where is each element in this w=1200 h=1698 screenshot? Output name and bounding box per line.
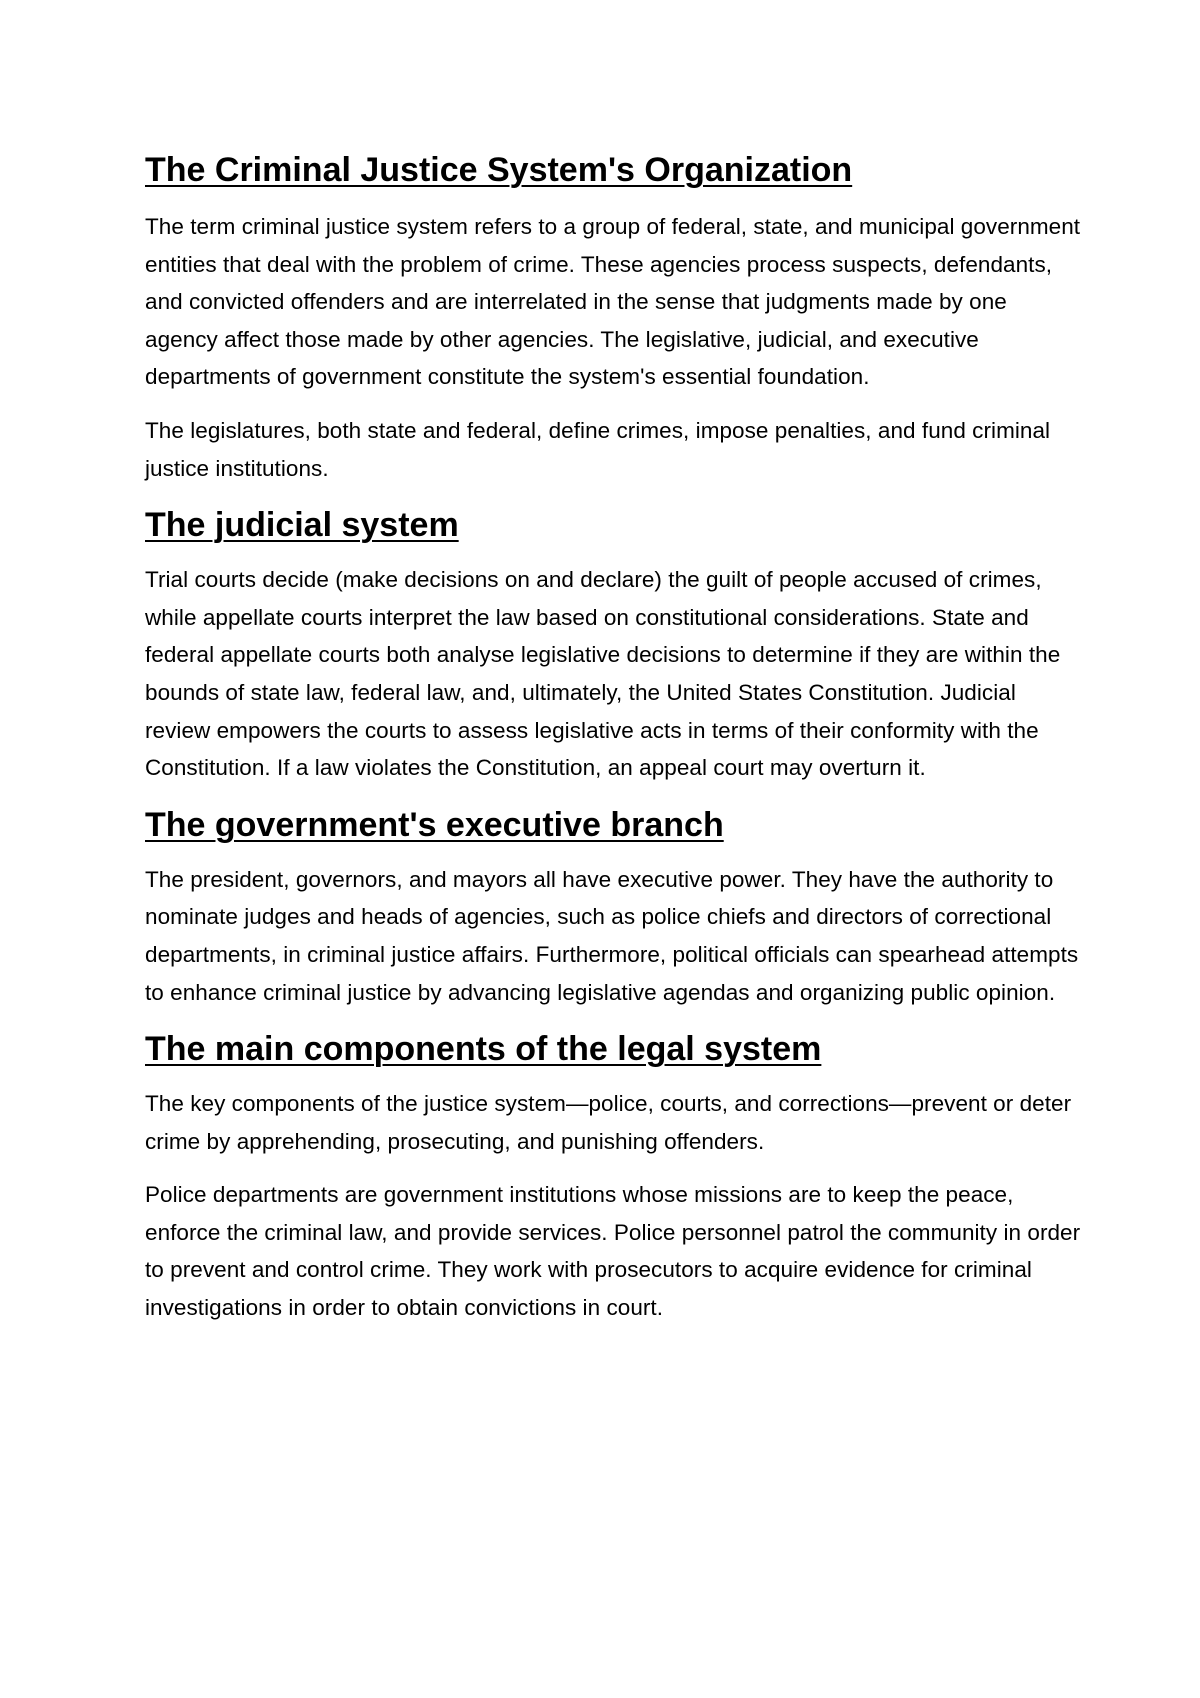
section-heading-judicial: The judicial system [145,506,459,545]
judicial-paragraph: Trial courts decide (make decisions on and declare) the guilt of people accused of crimes, while appellate courts interpret the law based on constitutional considerations. State and federal appellate courts both analyse legislative decisions to determine if they are within the bounds of state law, federal law, and, ultimately, the United States Constitution. Judicial review empowers the courts to assess legislative acts in terms of their conformity with the Constitution. If a law violates the Constitution, an appeal court may overturn it. [145,567,1061,781]
executive-paragraph: The president, governors, and mayors all have executive power. They have the authority to nominate judges and heads of agencies, such as police chiefs and directors of correctional departments, in criminal justice affairs. Furthermore, political officials can spearhead attempts to enhance criminal justice by advancing legislative agendas and organizing public opinion. [145,866,1079,1005]
document-title: The Criminal Justice System's Organization [145,151,853,189]
components-paragraph: The key components of the justice system—police, courts, and corrections—prevent or deter crime by apprehending, prosecuting, and punishing offenders. [145,1091,1072,1154]
components-paragraph: Police departments are government institutions whose missions are to keep the peace, enforce the criminal law, and provide services. Police personnel patrol the community in order to prevent and control crime. They work with prosecutors to acquire evidence for criminal investigations in order to obtain convictions in court. [145,1182,1081,1321]
intro-paragraph: The term criminal justice system refers to a group of federal, state, and municipal government entities that deal with the problem of crime. These agencies process suspects, defendants, and convicted offenders and are interrelated in the sense that judgments made by one agency affect those made by other agencies. The legislative, judicial, and executive departments of government constitute the system's essential foundation. [145,214,1081,390]
document-page [145,148,1085,1343]
section-heading-executive: The government's executive branch [145,805,724,844]
section-heading-components: The main components of the legal system [145,1030,822,1069]
intro-paragraph: The legislatures, both state and federal, define crimes, impose penalties, and fund criminal justice institutions. [145,417,1051,481]
